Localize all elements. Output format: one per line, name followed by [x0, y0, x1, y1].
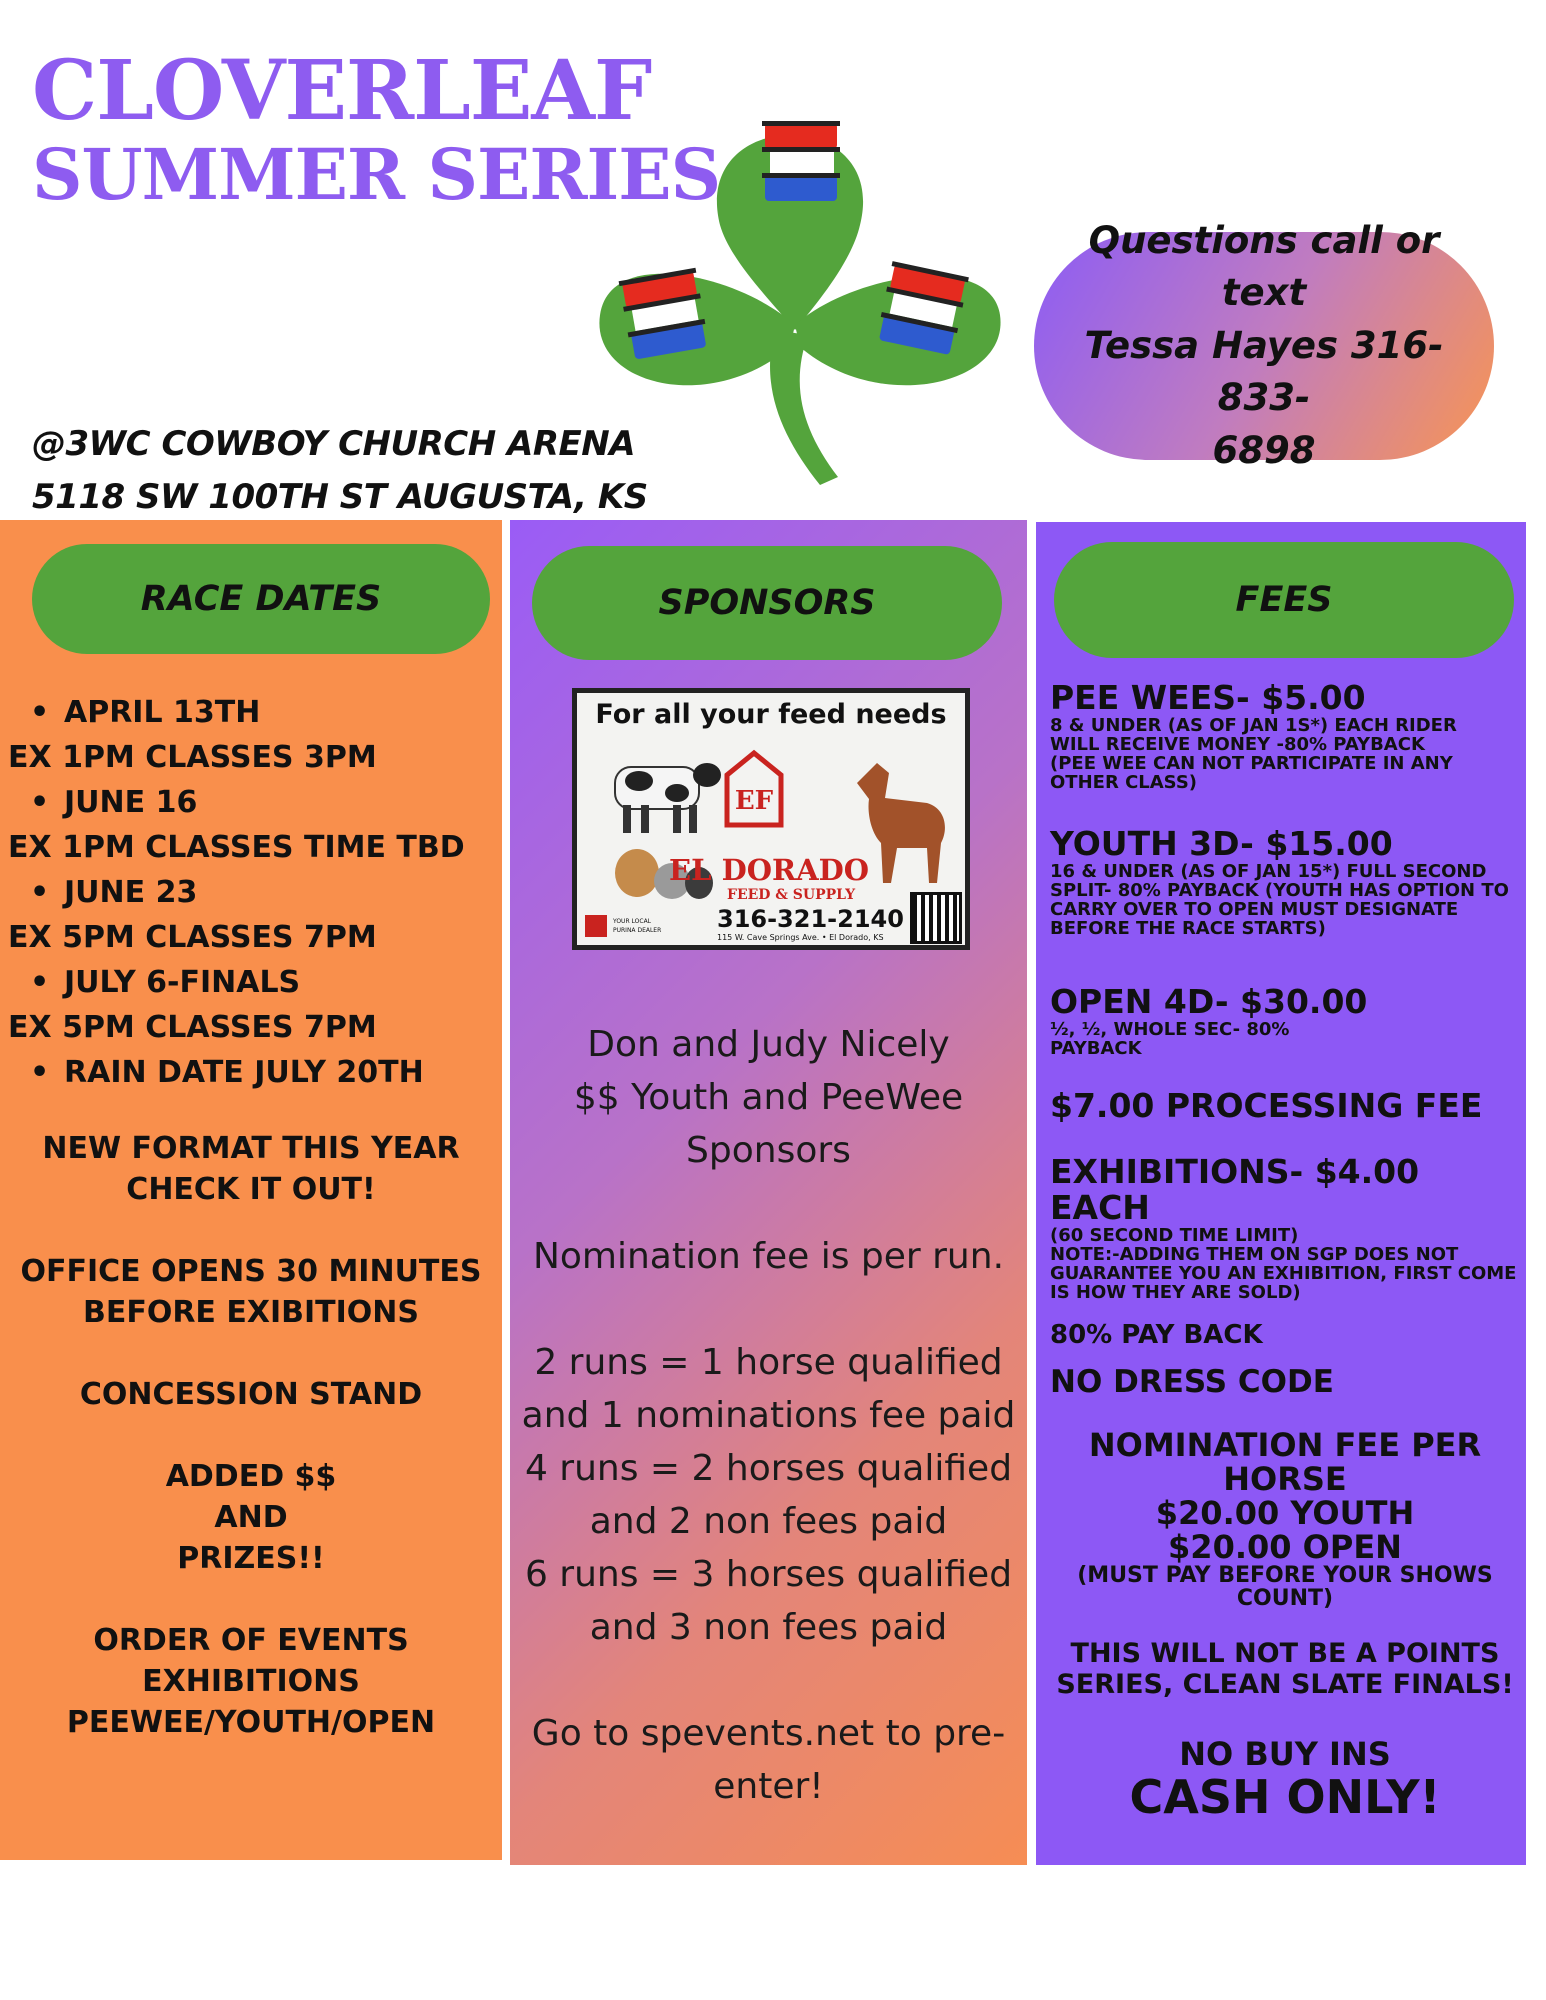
exhibitions-fee: EXHIBITIONS- $4.00 EACH: [1050, 1152, 1420, 1227]
nom-note-1: (MUST PAY BEFORE YOUR SHOWS: [1077, 1563, 1493, 1588]
youth-line-2: SPLIT- 80% PAYBACK (YOUTH HAS OPTION TO: [1050, 880, 1509, 901]
office-note: [0, 1251, 502, 1333]
race-time: EX 5PM CLASSES 7PM: [8, 1010, 377, 1045]
order-note: [0, 1620, 502, 1743]
fees-column: [1036, 522, 1526, 1865]
fees-list: [1050, 680, 1520, 1822]
dealer-line-1: YOUR LOCAL: [613, 918, 652, 925]
race-date: • JUNE 16: [8, 780, 465, 825]
contact-line-2: Tessa Hayes 316-833-: [1084, 323, 1444, 420]
nom-line-1: NOMINATION FEE PER: [1088, 1426, 1482, 1464]
title-line-1: CLOVERLEAF: [32, 43, 652, 139]
office-line-2: BEFORE EXIBITIONS: [82, 1295, 420, 1330]
order-line-1: ORDER OF EVENTS: [93, 1623, 409, 1658]
youth-line-3: CARRY OVER TO OPEN MUST DESIGNATE: [1050, 899, 1459, 920]
barn-logo-icon: [719, 745, 789, 830]
venue-line-1: @3WC COWBOY CHURCH ARENA: [32, 424, 636, 464]
exhib-line-3: GUARANTEE YOU AN EXHIBITION, FIRST COME: [1050, 1263, 1517, 1284]
runs-line-4: and 2 non fees paid: [589, 1501, 948, 1542]
open-line-2: PAYBACK: [1050, 1038, 1142, 1059]
preenter-line-2: enter!: [713, 1766, 824, 1807]
added-line-2: AND: [214, 1500, 288, 1535]
race-date: • APRIL 13TH: [8, 690, 465, 735]
nomination-note: Nomination fee is per run.: [532, 1236, 1005, 1277]
contact-line-1: Questions call or text: [1088, 218, 1440, 315]
points-line-1: THIS WILL NOT BE A POINTS: [1070, 1638, 1500, 1669]
open-line-1: ½, ½, WHOLE SEC- 80%: [1050, 1019, 1290, 1040]
fees-heading: FEES: [1054, 542, 1514, 658]
race-dates-heading: RACE DATES: [32, 544, 490, 654]
peewees-fee: PEE WEES- $5.00: [1050, 678, 1366, 717]
office-line-1: OFFICE OPENS 30 MINUTES: [20, 1254, 482, 1289]
payback-note: 80% PAY BACK: [1050, 1320, 1263, 1350]
race-time: EX 5PM CLASSES 7PM: [8, 920, 377, 955]
order-line-2: EXHIBITIONS: [142, 1664, 360, 1699]
qr-code-icon: [913, 895, 959, 941]
rain-date: • RAIN DATE JULY 20TH: [8, 1050, 465, 1095]
points-line-2: SERIES, CLEAN SLATE FINALS!: [1056, 1669, 1514, 1700]
ad-store-subtitle: FEED & SUPPLY: [727, 887, 856, 903]
peewees-line-1: 8 & UNDER (AS OF JAN 1S*) EACH RIDER: [1050, 715, 1457, 736]
open-fee: OPEN 4D- $30.00: [1050, 982, 1368, 1021]
format-line-1: NEW FORMAT THIS YEAR: [42, 1131, 460, 1166]
prizes-note: [0, 1456, 502, 1579]
race-date: • JULY 6-FINALS: [8, 960, 465, 1005]
barrel-top: [762, 121, 840, 201]
open-detail: [1050, 1020, 1520, 1058]
ad-address: 115 W. Cave Springs Ave. • El Dorado, KS: [717, 933, 884, 942]
race-notes: [0, 1128, 502, 1784]
runs-line-6: and 3 non fees paid: [589, 1607, 948, 1648]
youth-line-1: 16 & UNDER (AS OF JAN 15*) FULL SECOND: [1050, 861, 1487, 882]
sponsor-line-1: Don and Judy Nicely: [587, 1024, 950, 1065]
sponsor-line-3: Sponsors: [686, 1130, 851, 1171]
ad-store-name: EL DORADO: [669, 853, 870, 887]
contact-badge: [1034, 218, 1494, 472]
ad-logo-letters: EF: [734, 786, 774, 816]
buy-ins-note: NO BUY INS: [1179, 1735, 1391, 1773]
venue-address: [32, 418, 648, 523]
cash-only-note: CASH ONLY!: [1129, 1770, 1441, 1824]
purina-logo-icon: [585, 915, 607, 937]
contact-line-3: 6898: [1212, 428, 1316, 472]
youth-detail: [1050, 862, 1520, 938]
exhib-line-1: (60 SECOND TIME LIMIT): [1050, 1225, 1299, 1246]
peewees-line-4: OTHER CLASS): [1050, 772, 1198, 793]
nom-note-2: COUNT): [1236, 1586, 1334, 1611]
format-line-2: CHECK IT OUT!: [126, 1172, 376, 1207]
dealer-line-2: PURINA DEALER: [613, 927, 662, 934]
sponsor-line-2: $$ Youth and PeeWee: [573, 1077, 964, 1118]
exhib-line-2: NOTE:-ADDING THEM ON SGP DOES NOT: [1050, 1244, 1459, 1265]
race-dates-column: [0, 520, 502, 1860]
added-line-3: PRIZES!!: [177, 1541, 325, 1576]
race-dates-list: [8, 690, 465, 1095]
race-date: • JUNE 23: [8, 870, 465, 915]
youth-line-4: BEFORE THE RACE STARTS): [1050, 918, 1326, 939]
runs-line-1: 2 runs = 1 horse qualified: [534, 1342, 1003, 1383]
runs-line-2: and 1 nominations fee paid: [521, 1395, 1016, 1436]
preenter-line-1: Go to spevents.net to pre-: [531, 1713, 1006, 1754]
nom-line-2: HORSE: [1223, 1460, 1347, 1498]
format-note: [0, 1128, 502, 1210]
order-line-3: PEEWEE/YOUTH/OPEN: [66, 1705, 436, 1740]
sponsors-heading: SPONSORS: [532, 546, 1002, 660]
sponsor-text: [510, 1018, 1027, 1813]
shamrock-barrels-icon: [590, 85, 1010, 495]
nomination-fee-block: [1050, 1428, 1520, 1822]
sponsor-ad: [572, 688, 970, 950]
processing-fee: $7.00 PROCESSING FEE: [1050, 1086, 1483, 1125]
exhibitions-detail: [1050, 1226, 1520, 1302]
ad-headline: For all your feed needs: [595, 699, 947, 730]
nom-youth-fee: $20.00 YOUTH: [1155, 1494, 1415, 1532]
dress-code-note: NO DRESS CODE: [1050, 1364, 1334, 1400]
race-time: EX 1PM CLASSES 3PM: [8, 740, 377, 775]
sponsors-column: [510, 520, 1027, 1865]
peewees-line-3: (PEE WEE CAN NOT PARTICIPATE IN ANY: [1050, 753, 1453, 774]
peewees-line-2: WILL RECEIVE MONEY -80% PAYBACK: [1050, 734, 1425, 755]
nom-open-fee: $20.00 OPEN: [1168, 1528, 1402, 1566]
peewees-detail: [1050, 716, 1520, 792]
runs-line-3: 4 runs = 2 horses qualified: [524, 1448, 1013, 1489]
concession-note: CONCESSION STAND: [79, 1377, 423, 1412]
ad-phone: 316-321-2140: [717, 905, 904, 933]
title-line-2: SUMMER SERIES: [32, 133, 721, 216]
runs-line-5: 6 runs = 3 horses qualified: [524, 1554, 1013, 1595]
race-time: EX 1PM CLASSES TIME TBD: [8, 830, 465, 865]
cow-icon: [595, 745, 725, 840]
youth-fee: YOUTH 3D- $15.00: [1050, 824, 1393, 863]
added-line-1: ADDED $$: [165, 1459, 337, 1494]
venue-line-2: 5118 SW 100TH ST AUGUSTA, KS: [32, 476, 648, 517]
ad-dealer-text: [613, 917, 661, 935]
exhib-line-4: IS HOW THEY ARE SOLD): [1050, 1282, 1301, 1303]
